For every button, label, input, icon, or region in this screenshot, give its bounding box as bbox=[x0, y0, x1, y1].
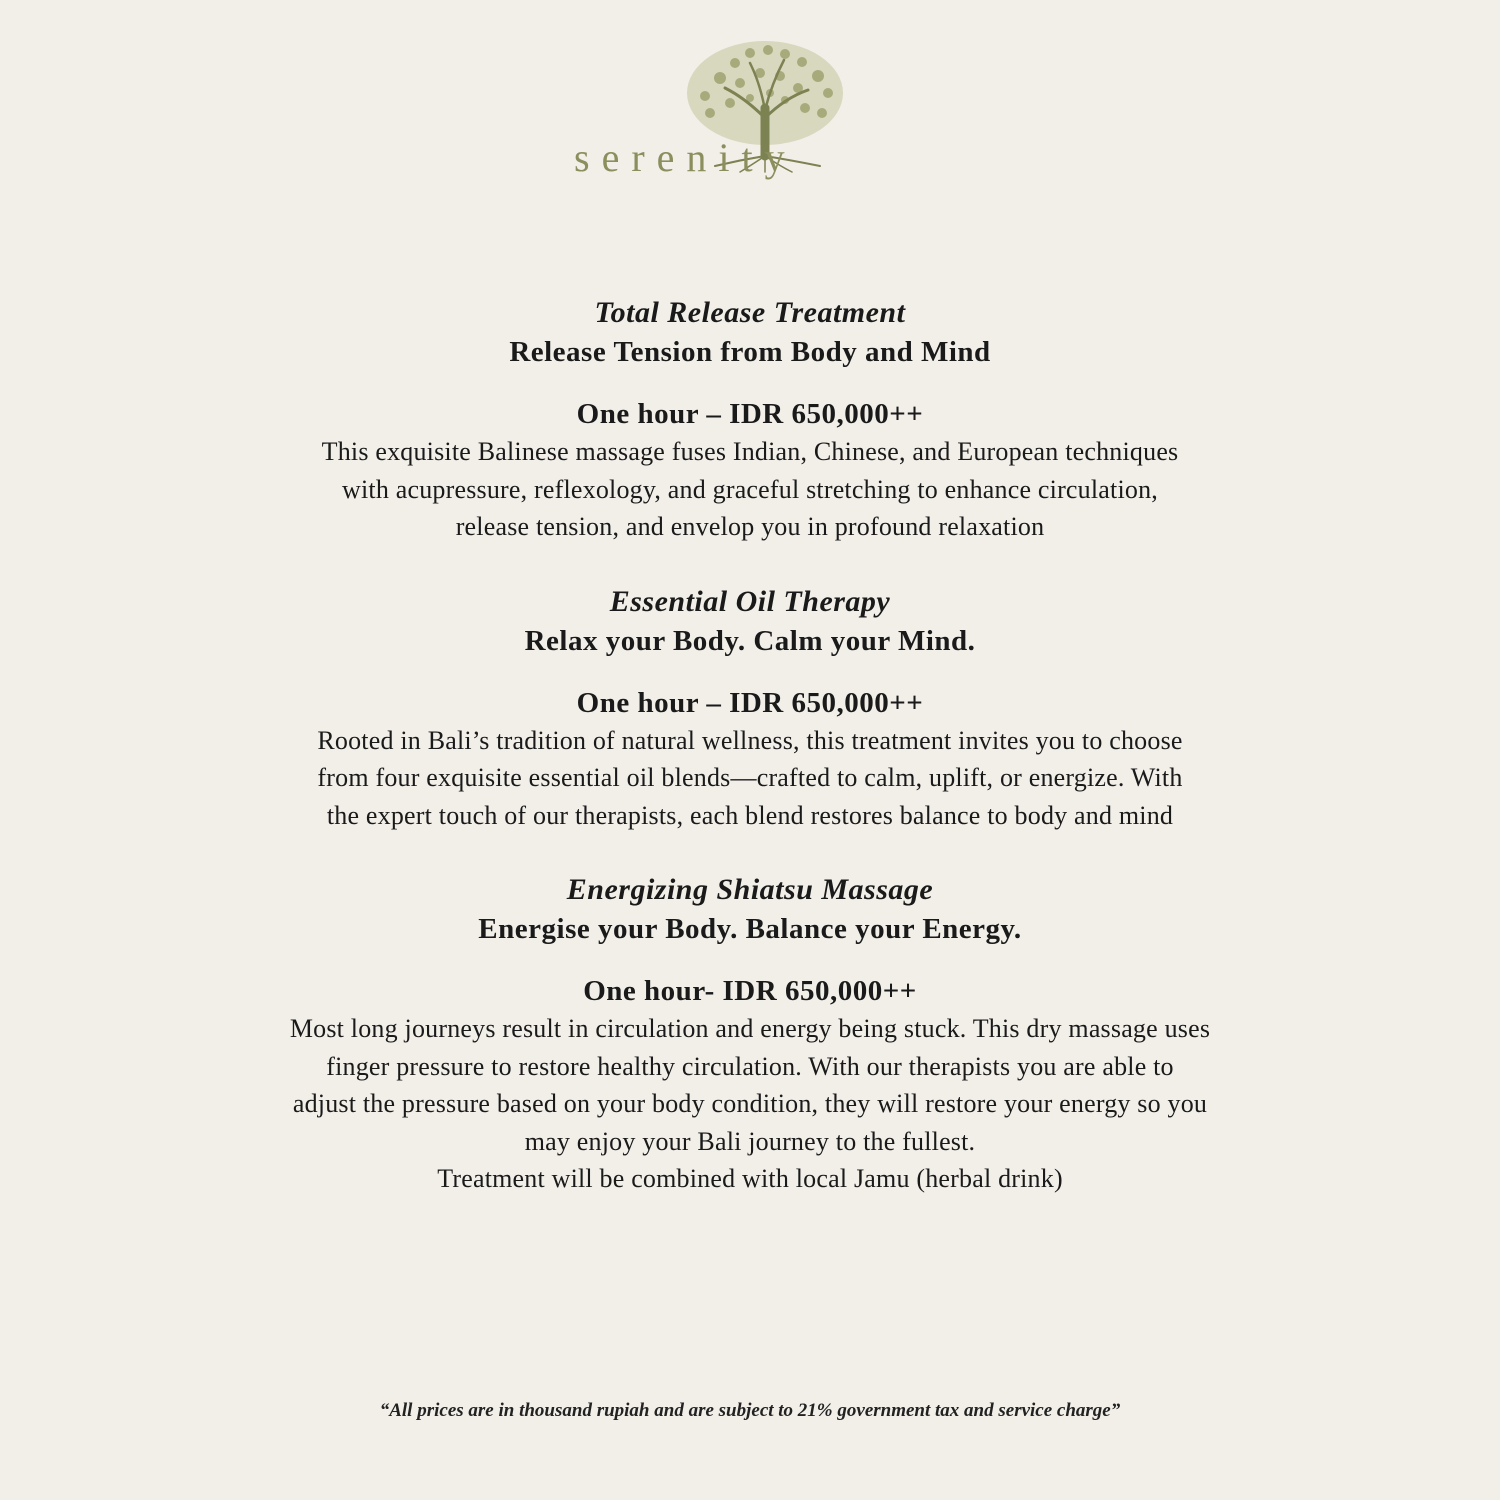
treatment-tagline: Energise your Body. Balance your Energy. bbox=[478, 913, 1022, 945]
treatment-price: One hour – IDR 650,000++ bbox=[576, 398, 924, 430]
treatment-description bbox=[0, 1010, 1500, 1198]
brand-name: serenity bbox=[574, 135, 797, 180]
description-line: with acupressure, reflexology, and graceful stretching to enhance circulation, bbox=[342, 474, 1158, 504]
treatment-essential-oil bbox=[0, 582, 1500, 835]
treatment-menu bbox=[0, 293, 1500, 1234]
treatment-shiatsu bbox=[0, 870, 1500, 1198]
treatment-price: One hour – IDR 650,000++ bbox=[576, 686, 924, 719]
price-disclaimer: “All prices are in thousand rupiah and are subject to 21% government tax and service charge” bbox=[379, 1400, 1121, 1421]
treatment-tagline: Release Tension from Body and Mind bbox=[509, 336, 991, 368]
treatment-total-release bbox=[0, 293, 1500, 546]
description-line: the expert touch of our therapists, each blend restores balance to body and mind bbox=[326, 800, 1174, 830]
treatment-title: Essential Oil Therapy bbox=[609, 584, 891, 618]
treatment-title: Energizing Shiatsu Massage bbox=[566, 873, 934, 906]
brand-logo bbox=[570, 38, 860, 180]
treatment-tagline: Relax your Body. Calm your Mind. bbox=[524, 624, 976, 657]
description-line: from four exquisite essential oil blends—crafted to calm, uplift, or energize. With bbox=[317, 763, 1183, 792]
description-line: Rooted in Bali’s tradition of natural wellness, this treatment invites you to choose bbox=[317, 725, 1183, 755]
description-line: adjust the pressure based on your body condition, they will restore your energy so you bbox=[292, 1089, 1208, 1118]
description-line: Most long journeys result in circulation and energy being stuck. This dry massage uses bbox=[289, 1014, 1211, 1043]
description-line: Treatment will be combined with local Jamu (herbal drink) bbox=[437, 1164, 1063, 1193]
description-line: finger pressure to restore healthy circulation. With our therapists you are able to bbox=[326, 1051, 1174, 1081]
treatment-price: One hour- IDR 650,000++ bbox=[583, 975, 917, 1007]
treatment-description bbox=[0, 722, 1500, 835]
treatment-title: Total Release Treatment bbox=[594, 296, 906, 329]
treatment-description bbox=[0, 433, 1500, 546]
description-line: may enjoy your Bali journey to the fullest. bbox=[524, 1126, 976, 1156]
description-line: This exquisite Balinese massage fuses Indian, Chinese, and European techniques bbox=[321, 437, 1179, 466]
description-line: release tension, and envelop you in profound relaxation bbox=[455, 512, 1045, 541]
